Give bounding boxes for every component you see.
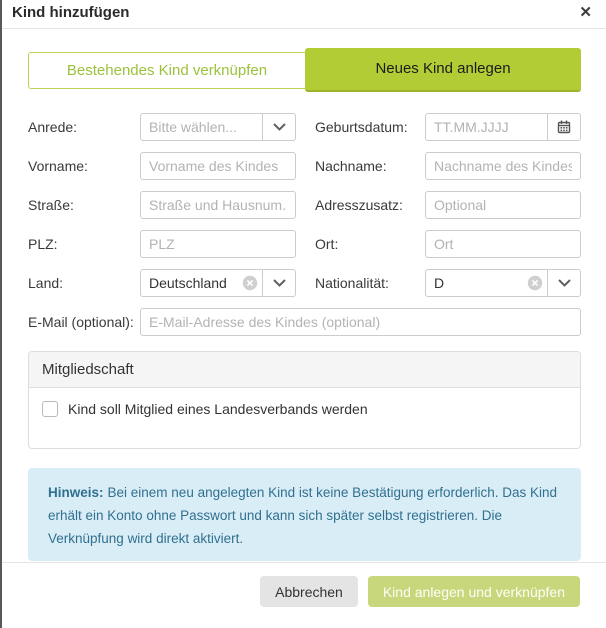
create-and-link-child-button[interactable]: Kind anlegen und verknüpfen (368, 576, 580, 607)
salutation-select[interactable] (140, 113, 296, 141)
zip-label: PLZ: (28, 236, 58, 252)
form-row-street-addrextra (28, 191, 581, 219)
form-row-email (28, 308, 581, 336)
lastname-label: Nachname: (315, 158, 387, 174)
clear-icon[interactable] (238, 270, 262, 296)
dialog-title: Kind hinzufügen (12, 4, 130, 21)
country-select[interactable] (140, 269, 296, 297)
dialog-body (2, 29, 606, 561)
form-row-zip-city (28, 230, 581, 258)
cancel-button[interactable]: Abbrechen (260, 576, 358, 607)
info-note-prefix: Hinweis: (48, 485, 104, 500)
info-note-text: Bei einem neu angelegten Kind ist keine Bestätigung erforderlich. Das Kind erhält ein Konto ohne Passwort und kann sich später selbst registrieren. Die Verknüpfung wird direkt aktiviert. (48, 485, 558, 546)
chevron-down-icon[interactable] (547, 270, 580, 296)
address-extra-input[interactable] (425, 191, 581, 219)
membership-checkbox[interactable] (42, 401, 58, 417)
dialog-footer (2, 562, 606, 607)
lastname-input[interactable] (425, 152, 581, 180)
form-row-salutation-birthdate (28, 113, 581, 141)
street-input[interactable] (140, 191, 296, 219)
street-label: Straße: (28, 197, 74, 213)
salutation-label: Anrede: (28, 119, 78, 135)
email-input[interactable] (140, 308, 581, 336)
birthdate-label: Geburtsdatum: (315, 119, 408, 135)
close-icon[interactable]: ✕ (579, 4, 592, 21)
chevron-down-icon[interactable] (262, 114, 295, 140)
firstname-input[interactable] (140, 152, 296, 180)
address-extra-label: Adresszusatz: (315, 197, 403, 213)
calendar-icon[interactable] (547, 114, 580, 140)
chevron-down-icon[interactable] (262, 270, 295, 296)
tab-link-existing-child[interactable]: Bestehendes Kind verknüpfen (28, 52, 305, 89)
membership-panel-body (29, 388, 580, 448)
form-row-country-nationality (28, 269, 581, 297)
firstname-label: Vorname: (28, 158, 88, 174)
nationality-label: Nationalität: (315, 275, 389, 291)
nationality-select[interactable] (425, 269, 581, 297)
membership-checkbox-label: Kind soll Mitglied eines Landesverbands werden (68, 401, 368, 417)
city-input[interactable] (425, 230, 581, 258)
membership-checkbox-row[interactable] (42, 401, 567, 417)
tab-group (28, 48, 581, 92)
birthdate-field[interactable] (425, 113, 581, 141)
city-label: Ort: (315, 236, 339, 252)
form-row-firstname-lastname (28, 152, 581, 180)
nationality-value: D (434, 275, 445, 291)
salutation-placeholder: Bitte wählen... (149, 119, 237, 135)
membership-panel (28, 351, 581, 449)
country-value: Deutschland (149, 275, 227, 291)
country-label: Land: (28, 275, 64, 291)
zip-input[interactable] (140, 230, 296, 258)
tab-create-new-child[interactable]: Neues Kind anlegen (305, 48, 581, 92)
dialog-header (2, 0, 606, 29)
birthdate-placeholder: TT.MM.JJJJ (434, 119, 509, 135)
info-note (28, 468, 581, 561)
email-label: E-Mail (optional): (28, 314, 134, 330)
clear-icon[interactable] (523, 270, 547, 296)
membership-panel-title: Mitgliedschaft (29, 352, 580, 388)
